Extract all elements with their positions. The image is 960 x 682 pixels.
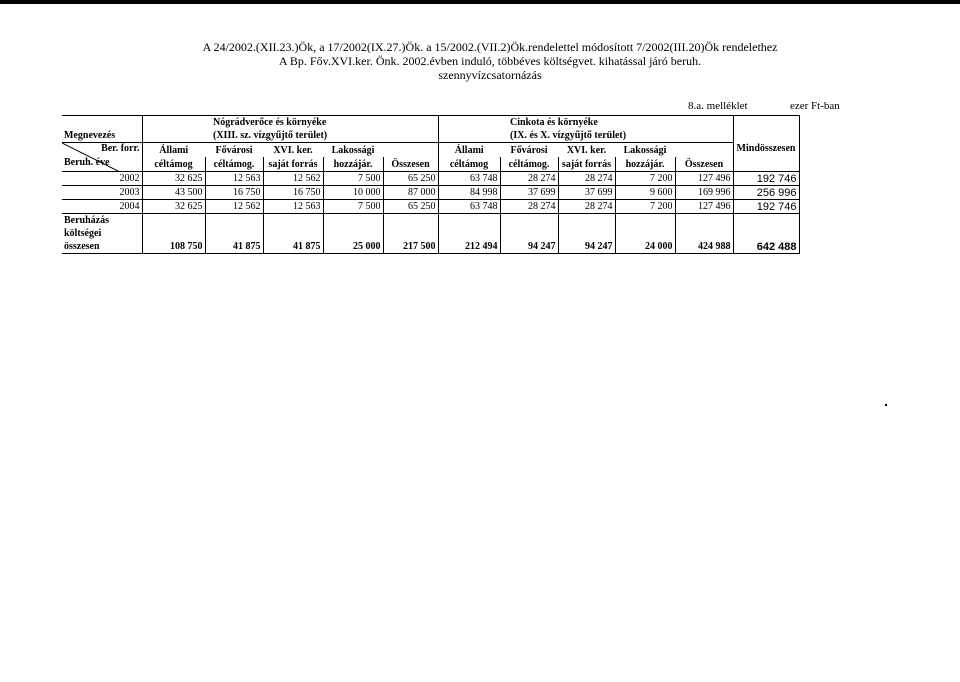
col2-allami-1: Állami — [438, 143, 500, 158]
totals-row-label-2 — [62, 227, 799, 240]
cell: 63 748 — [438, 200, 500, 214]
cell: 28 274 — [500, 172, 558, 186]
header-line-1: A 24/2002.(XII.23.)Ök, a 17/2002(IX.27.)Ök. a 15/2002.(VII.2)Ök.rendelettel módosított 7/2002(III.20)Ök rendelethez — [202, 40, 778, 54]
document-header — [140, 40, 840, 82]
table-row — [62, 172, 799, 186]
totals-label-3: összesen — [62, 240, 142, 254]
megnevezes-label: Megnevezés — [62, 129, 142, 143]
col2-fovarosi-2: céltámog. — [500, 157, 558, 172]
total-cell: 94 247 — [558, 240, 615, 254]
cell: 7 200 — [615, 200, 675, 214]
stray-mark — [885, 404, 887, 406]
cell: 37 699 — [558, 186, 615, 200]
total-cell: 424 988 — [675, 240, 733, 254]
col2-fovarosi-1: Fővárosi — [500, 143, 558, 158]
col-osszesen: Összesen — [383, 157, 438, 172]
cell: 12 563 — [263, 200, 323, 214]
budget-table — [62, 115, 800, 254]
total-cell: 94 247 — [500, 240, 558, 254]
cell: 28 274 — [558, 172, 615, 186]
row-total: 192 746 — [733, 172, 799, 186]
corner-top — [62, 116, 142, 130]
unit-label: ezer Ft-ban — [790, 100, 840, 112]
header-row-columns-2 — [62, 157, 799, 172]
cell: 87 000 — [383, 186, 438, 200]
cell: 127 496 — [675, 172, 733, 186]
group2-title: Cinkota és környéke — [500, 116, 675, 130]
cell: 10 000 — [323, 186, 383, 200]
col2-osszesen: Összesen — [675, 157, 733, 172]
col-fovarosi-1: Fővárosi — [205, 143, 263, 158]
cell: 16 750 — [263, 186, 323, 200]
group1-title: Nógrádverőce és környéke — [205, 116, 383, 130]
grand-total: 642 488 — [733, 240, 799, 254]
table-row — [62, 200, 799, 214]
row-total: 256 996 — [733, 186, 799, 200]
header-line-2: A Bp. Főv.XVI.ker. Önk. 2002.évben induló, többéves költségvet. kihatással járó beruh. — [278, 54, 702, 68]
col-xvi-2: saját forrás — [263, 157, 323, 172]
col2-lakossagi-2: hozzájár. — [615, 157, 675, 172]
totals-row — [62, 240, 799, 254]
total-cell: 24 000 — [615, 240, 675, 254]
header-line-3: szennyvízcsatornázás — [438, 68, 542, 82]
cell: 12 563 — [205, 172, 263, 186]
grand-total-header: Mindösszesen — [733, 143, 799, 158]
cell: 28 274 — [558, 200, 615, 214]
annex-label: 8.a. melléklet — [688, 100, 748, 112]
col-lakossagi-1: Lakossági — [323, 143, 383, 158]
year-cell: 2003 — [62, 186, 142, 200]
header-row-groups — [62, 116, 799, 130]
beruh-eve-label: Beruh. éve — [64, 157, 110, 168]
col2-lakossagi-1: Lakossági — [615, 143, 675, 158]
col-fovarosi-2: céltámog. — [205, 157, 263, 172]
cell: 127 496 — [675, 200, 733, 214]
cell: 43 500 — [142, 186, 205, 200]
col2-allami-2: céltámog — [438, 157, 500, 172]
year-cell: 2002 — [62, 172, 142, 186]
cell: 84 998 — [438, 186, 500, 200]
total-cell: 108 750 — [142, 240, 205, 254]
col-xvi-1: XVI. ker. — [263, 143, 323, 158]
total-cell: 217 500 — [383, 240, 438, 254]
cell: 63 748 — [438, 172, 500, 186]
header-row-columns-1 — [62, 143, 799, 158]
year-cell: 2004 — [62, 200, 142, 214]
cell: 7 500 — [323, 172, 383, 186]
cell: 12 562 — [205, 200, 263, 214]
cell: 65 250 — [383, 172, 438, 186]
diagonal-header-cell — [62, 143, 142, 172]
col2-xvi-1: XVI. ker. — [558, 143, 615, 158]
cell: 9 600 — [615, 186, 675, 200]
col-lakossagi-2: hozzájár. — [323, 157, 383, 172]
top-border-line — [0, 0, 960, 4]
total-cell: 25 000 — [323, 240, 383, 254]
cell: 16 750 — [205, 186, 263, 200]
cell: 28 274 — [500, 200, 558, 214]
group2-subtitle: (IX. és X. vízgyűjtő terület) — [510, 130, 627, 141]
cell: 65 250 — [383, 200, 438, 214]
total-cell: 41 875 — [263, 240, 323, 254]
group1-subtitle: (XIII. sz. vízgyűjtő terület) — [213, 130, 328, 141]
col-allami-1: Állami — [142, 143, 205, 158]
totals-label-1: Beruházás — [62, 214, 142, 228]
totals-label-2: költségei — [62, 227, 142, 240]
cell: 32 625 — [142, 200, 205, 214]
cell: 169 996 — [675, 186, 733, 200]
row-total: 192 746 — [733, 200, 799, 214]
header-row-subtitles — [62, 129, 799, 143]
cell: 12 562 — [263, 172, 323, 186]
cell: 32 625 — [142, 172, 205, 186]
col2-xvi-2: saját forrás — [558, 157, 615, 172]
totals-row-label-1 — [62, 214, 799, 228]
total-cell: 212 494 — [438, 240, 500, 254]
total-cell: 41 875 — [205, 240, 263, 254]
cell: 37 699 — [500, 186, 558, 200]
cell: 7 500 — [323, 200, 383, 214]
col-allami-2: céltámog — [142, 157, 205, 172]
ber-forr-label: Ber. forr. — [101, 143, 140, 154]
table-row — [62, 186, 799, 200]
cell: 7 200 — [615, 172, 675, 186]
